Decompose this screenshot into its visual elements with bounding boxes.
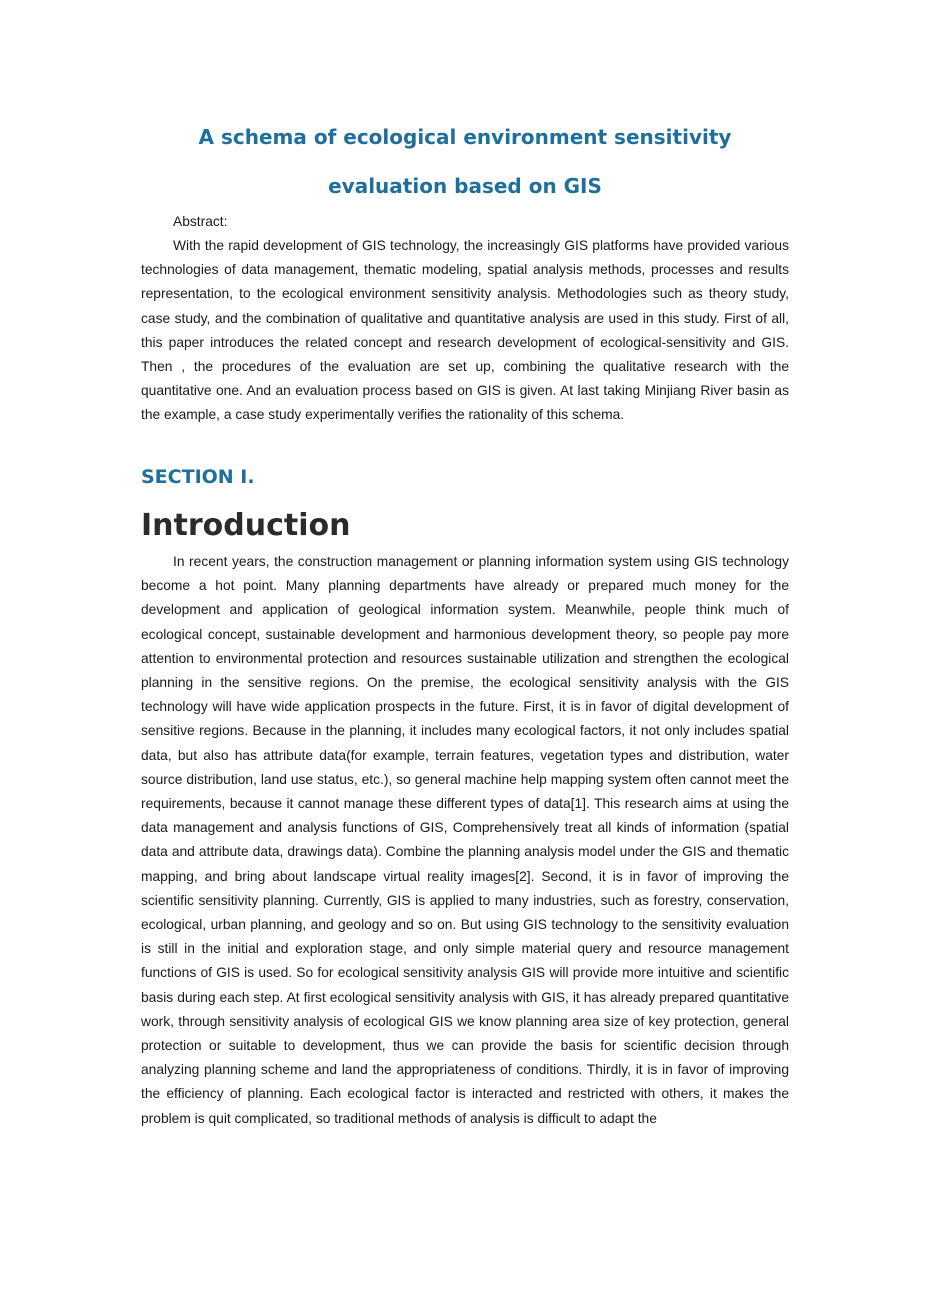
section-heading: Introduction [141, 508, 351, 543]
paper-title-line-2: evaluation based on GIS [328, 174, 602, 198]
abstract-body: With the rapid development of GIS technology, the increasingly GIS platforms have provided various technologies of data management, thematic modeling, spatial analysis methods, processes and results representation, to the ecological environment sensitivity analysis. Methodologies such as theory study, case study, and the combination of qualitative and quantitative analysis are used in this study. First of all, this paper introduces the related concept and research development of ecological-sensitivity and GIS. Then , the procedures of the evaluation are set up, combining the qualitative research with the quantitative one. And an evaluation process based on GIS is given. At last taking Minjiang River basin as the example, a case study experimentally verifies the rationality of this schema. [141, 238, 789, 423]
abstract-label: Abstract: [173, 214, 228, 229]
introduction-body: In recent years, the construction management or planning information system using GIS technology become a hot point. Many planning departments have already or prepared much money for the development and application of geological information system. Meanwhile, people think much of ecological concept, sustainable development and harmonious development theory, so people pay more attention to environmental protection and resources sustainable utilization and strengthen the ecological planning in the sensitive regions. On the premise, the ecological sensitivity analysis with the GIS technology will have wide application prospects in the future. First, it is in favor of digital development of sensitive regions. Because in the planning, it includes many ecological factors, it not only includes spatial data, but also has attribute data(for example, terrain features, vegetation types and distribution, water source distribution, land use status, etc.), so general machine help mapping system often cannot meet the requirements, because it cannot manage these different types of data[1]. This research aims at using the data management and analysis functions of GIS, Comprehensively treat all kinds of information (spatial data and attribute data, drawings data). Combine the planning analysis model under the GIS and thematic mapping, and bring about landscape virtual reality images[2]. Second, it is in favor of improving the scientific sensitivity planning. Currently, GIS is applied to many industries, such as forestry, conservation, ecological, urban planning, and geology and so on. But using GIS technology to the sensitivity evaluation is still in the initial and exploration stage, and only simple material query and resource management functions of GIS is used. So for ecological sensitivity analysis GIS will provide more intuitive and scientific basis during each step. At first ecological sensitivity analysis with GIS, it has already prepared quantitative work, through sensitivity analysis of ecological GIS we know planning area size of key protection, general protection or suitable to development, thus we can provide the basis for scientific decision through analyzing planning scheme and land the appropriateness of conditions. Thirdly, it is in favor of improving the efficiency of planning. Each ecological factor is interacted and restricted with others, it makes the problem is quit complicated, so traditional methods of analysis is difficult to adapt the [141, 554, 789, 1126]
paper-title-line-1: A schema of ecological environment sensitivity [198, 125, 732, 149]
section-label: SECTION I. [141, 466, 255, 488]
